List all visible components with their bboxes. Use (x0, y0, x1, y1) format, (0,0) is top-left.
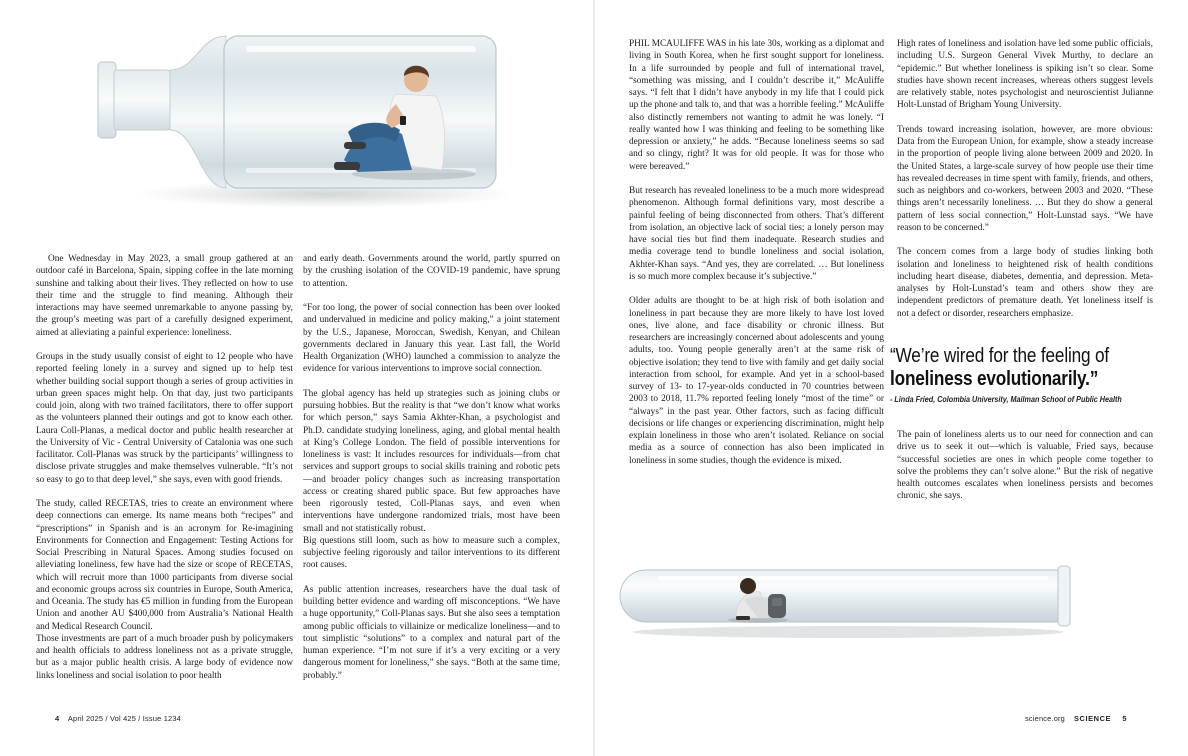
article-paragraph: Those investments are part of a much broader push by policymakers and health officials to address loneliness not as a private struggle, but as a major public health crisis. A large body of evidence now links loneliness and social isolation to poor health (36, 633, 293, 681)
tube-rim (1058, 566, 1070, 626)
article-paragraph: The concern comes from a large body of studies linking both isolation and loneliness to heightened risk of health conditions including heart disease, diabetes, dementia, and depression. Meta-analyses by Holt-Lunstad’s team and others show they are independent predictors of premature death. Yet loneliness itself is not a defect or disorder, researchers emphasize. (897, 247, 1153, 319)
pull-quote (890, 345, 1160, 404)
left-column-2 (303, 253, 560, 682)
article-paragraph: The study, called RECETAS, tries to create an environment where deep connections can emerge. Its name means both “recipes” and “prescriptions” in Spanish and is an acronym for Re-imagining Environments for Connection and Engagement: Testing Actions for Social Prescribing in Natural Spaces. Among studies focused on alleviating loneliness, few have had the size or scope of RECETAS, which will recruit more than 1000 participants from diverse social and economic groups across six countries in Europe, South America, and Oceania. The study has €5 million in funding from the European Union and another AU $400,000 from Australia’s National Health and Medical Research Council. (36, 499, 293, 632)
article-paragraph: As public attention increases, researchers have the dual task of building better evidence and warding off misconceptions. “We have a huge opportunity,” Coll-Planas says. But she also sees a temptation among public officials to villainize or medicalize loneliness—and to tout simplistic “solutions” to a complex and natural part of the human experience. “I’m not sure if it’s a very exciting or a very dangerous moment for loneliness,” she says. “Both at the same time, probably.” (303, 584, 560, 681)
article-paragraph: Trends toward increasing isolation, however, are more obvious: Data from the European Union, for example, show a steady increase in the proportion of people living alone between 2009 and 2020. In the United States, a large-scale survey of how people use their time has revealed decreases in time spent with family, friends, and others, such as neighbors and co-workers, between 2003 and 2020. “These things aren’t necessarily loneliness. … But they do show a general pattern of less social connection,” Holt-Lunstad says. “We have reason to be concerned.” (897, 124, 1153, 233)
footer-site: science.org (1025, 714, 1065, 723)
tube-shadow (633, 626, 1063, 638)
article-paragraph: High rates of loneliness and isolation have led some public officials, including U.S. Surgeon General Vivek Murthy, to declare an “epidemic.” But whether loneliness is spiking isn’t so clear. Some studies have shown recent increases, whereas others suggest levels are relatively stable, notes psychologist and neuroscientist Julianne Holt-Lunstad of Brigham Young University. (897, 39, 1153, 111)
left-column-1 (36, 253, 293, 682)
bottle-cap (98, 62, 116, 138)
right-column-3 (897, 429, 1153, 503)
article-paragraph: Big questions still loom, such as how to measure such a complex, subjective feeling rigorously and tailor interventions to its different root causes. (303, 535, 560, 571)
footer-page-number-right: 5 (1122, 714, 1127, 723)
bottle-neck (114, 70, 170, 130)
article-paragraph: PHIL MCAULIFFE WAS in his late 30s, working as a diplomat and living in South Korea, when he first sought support for loneliness. In a life surrounded by people and full of international travel, “something was missing, and I couldn’t describe it,” McAuliffe says. “I felt that I didn’t have anybody in my life that I could pick up the phone and talk to, and that was a horrible feeling.” McAuliffe also distinctly remembers not wanting to admit he was lonely. “I really wanted how I was thinking and feeling to be something like depression or anxiety,” he adds. “Because loneliness seems so sad and so clingy, right? It was for old people. It was for those who were bereaved.” (629, 39, 884, 172)
pull-quote-text (890, 345, 1160, 391)
article-paragraph: But research has revealed loneliness to be a much more widespread phenomenon. Although formal definitions vary, most describe a painful feeling of being disconnected from others. That’s different from isolation, an objective lack of social ties; a lonely person may have social ties but find them inadequate. Research studies and media coverage tend to bundle loneliness and social isolation, Akhter-Khan says. “And yes, they are correlated. … But loneliness is so much more complex because it’s subjective.” (629, 186, 884, 282)
footer-left (55, 714, 181, 723)
right-column-2 (897, 38, 1153, 320)
bottle-illustration (96, 24, 506, 216)
article-paragraph: The pain of loneliness alerts us to our need for connection and can drive us to seek it out—which is valuable, Fried says, because “successful societies are ones in which people come together to solve the problems they can’t solve alone.” But the risk of negative health outcomes escalates when loneliness persists and becomes chronic, she says. (897, 430, 1153, 502)
footer-right (1025, 714, 1127, 723)
page-gutter (593, 0, 595, 756)
pull-quote-line-2: loneliness evolutionarily.” (890, 368, 1099, 390)
article-paragraph: Older adults are thought to be at high risk of both isolation and loneliness in part because they are more likely to have lost loved ones, live alone, and face disability or chronic illness. But researchers are increasingly concerned about adolescents and young adults, too. Young people generally aren’t at the same risk of objective isolation; they tend to live with family and get daily social interaction from school, for example. And yet in a school-based survey of 13- to 17-year-olds conducted in 70 countries between 2003 to 2018, 11.7% reported feeling lonely “most of the time” or “always” in the past year. Other factors, such as facing difficult decisions or life changes or experiencing discrimination, might help explain loneliness in those who aren’t isolated. Reliance on social media as a source of connection has also been implicated in loneliness in some studies, though the evidence is mixed. (629, 296, 884, 466)
pull-quote-line-1: “We’re wired for the feeling of (890, 345, 1110, 367)
article-paragraph: The global agency has held up strategies such as joining clubs or pursuing hobbies. But the reality is that “we don’t know what works for which person,” says Samia Akhter-Khan, a psychologist and Ph.D. candidate studying loneliness, aging, and global mental health at King’s College London. The field of possible interventions for loneliness is vast: It includes resources for individuals—from chat services and support groups to social skills training and robotic pets—and broader policy changes such as increasing transportation access or creating shared public space. But few approaches have been rigorously tested, Coll-Planas says, and even when interventions have undergone randomized trials, most have been small and not statistically robust. (303, 388, 560, 534)
footer-journal-name: SCIENCE (1074, 714, 1112, 723)
article-paragraph: “For too long, the power of social connection has been over looked and undervalued in medicine and policy making,” a joint statement by the U.S., Japanese, Moroccan, Swedish, Kenyan, and Chilean governments declared in January this year. Last fall, the World Health Organization (WHO) launched a commission to analyze the evidence for various interventions to improve social connection. (303, 303, 560, 375)
pull-quote-attribution: - Linda Fried, Colombia University, Mailman School of Public Health (890, 395, 1122, 404)
right-column-1 (629, 38, 884, 467)
article-paragraph: and early death. Governments around the world, partly spurred on by the crushing isolation of the COVID-19 pandemic, have sprung to attention. (303, 254, 560, 289)
test-tube-illustration (618, 560, 1076, 640)
article-paragraph: One Wednesday in May 2023, a small group gathered at an outdoor café in Barcelona, Spain, sipping coffee in the late morning sunshine and talking about their lives. They reflected on how to use their time and the struggle to find meaning. Although their interactions may have seemed unremarkable to anyone passing by, the group’s meeting was part of a carefully designed experiment, aimed at alleviating a painful experience: loneliness. (36, 254, 293, 338)
bottle-shoulder (170, 36, 226, 188)
footer-issue-info: April 2025 / Vol 425 / Issue 1234 (67, 714, 181, 723)
article-paragraph: Groups in the study usually consist of eight to 12 people who have reported feeling lonely in a survey and signed up to help test whether building social support though a series of group activities in urban green spaces might help. On that day, just two participants could join, along with two trained facilitators, there to offer support as the volunteers planned their outings and got to know each other. Laura Coll-Planas, a medical doctor and public health researcher at the University of Vic - Central University of Catalonia was one such facilitator. Coll-Planas was struck by the participants’ willingness to disclose private struggles and make themselves vulnerable. “It’s not so easy to go to that deep level,” she says, even with good friends. (36, 352, 293, 485)
footer-page-number-left: 4 (55, 714, 60, 723)
